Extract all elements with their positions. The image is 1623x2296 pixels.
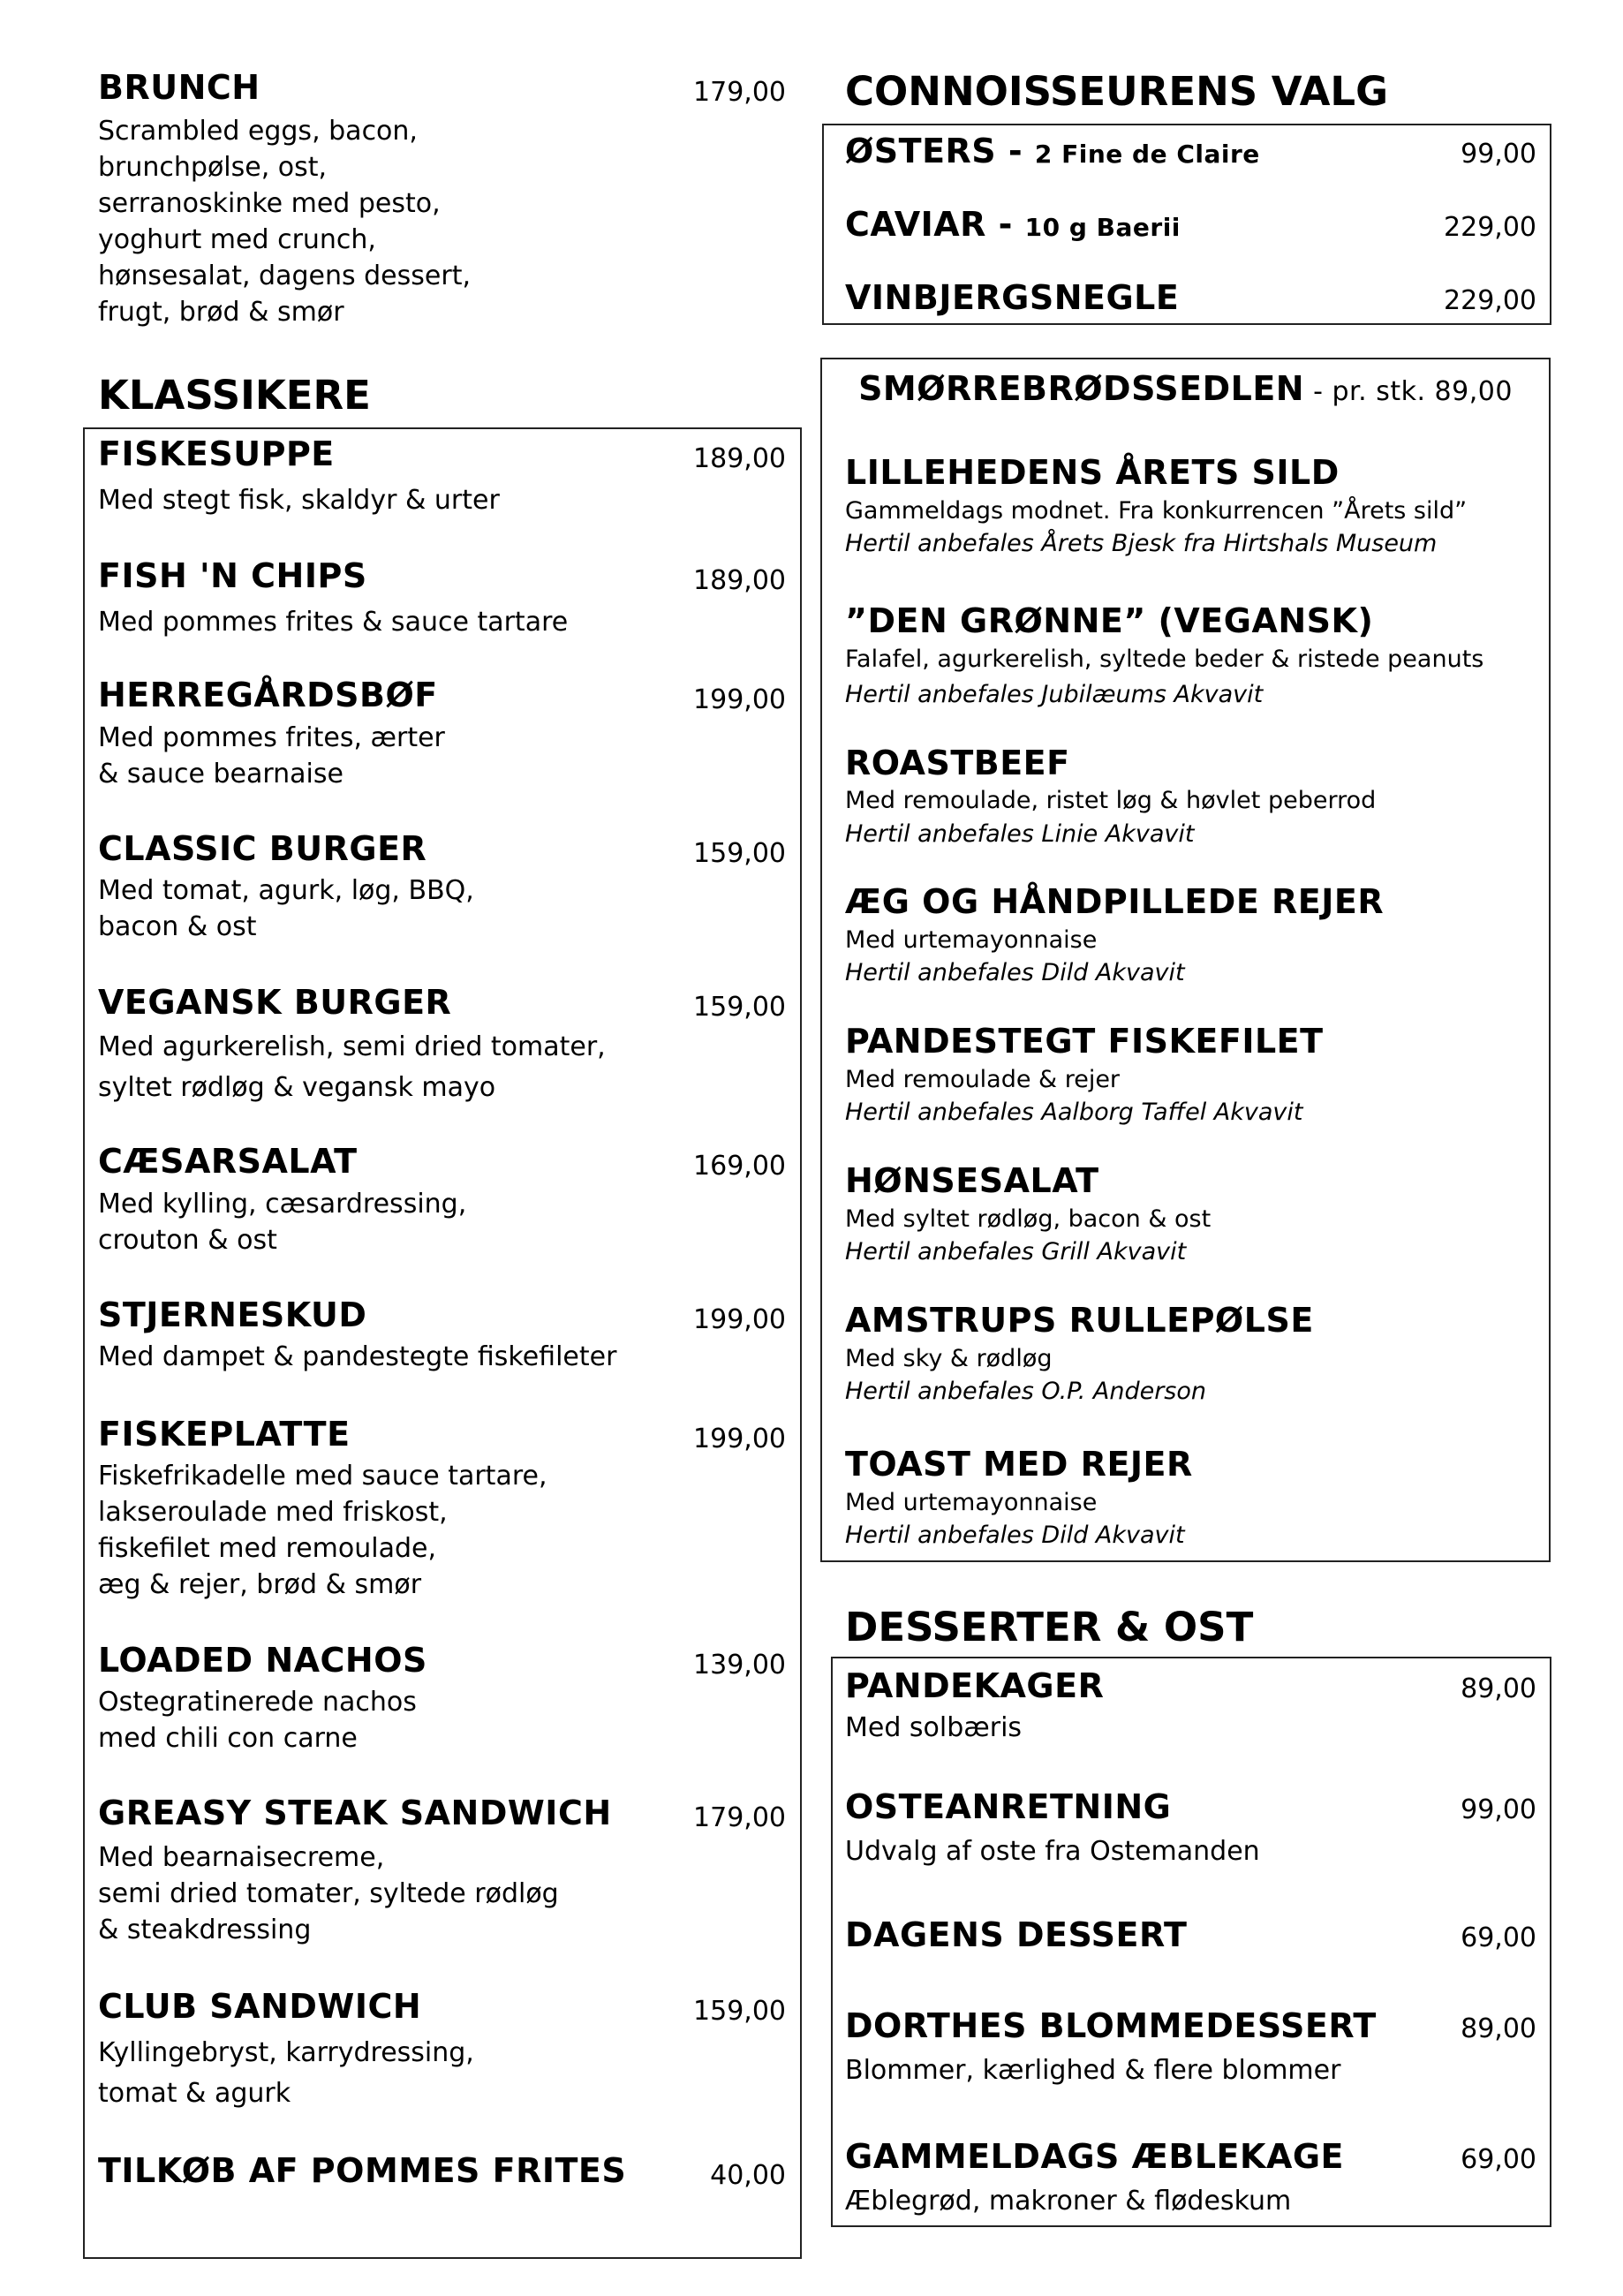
smorrebrod-item-recommendation: Hertil anbefales Aalborg Taffel Akvavit	[845, 1099, 1303, 1126]
menu-item-title: GREASY STEAK SANDWICH	[98, 1794, 612, 1832]
menu-item-title: CLUB SANDWICH	[98, 1987, 422, 2026]
smorrebrod-item-description: Med urtemayonnaise	[845, 926, 1098, 954]
smorrebrod-item-recommendation: Hertil anbefales O.P. Anderson	[845, 1378, 1207, 1405]
menu-item-price: 189,00	[693, 565, 786, 596]
smorrebrod-heading-text: SMØRREBRØDSSEDLEN	[858, 369, 1305, 408]
menu-item-description: Med pommes frites, ærter & sauce bearnaise	[98, 722, 445, 789]
smorrebrod-item-description: Med urtemayonnaise	[845, 1489, 1098, 1516]
dessert-item-price: 89,00	[1461, 2013, 1536, 2044]
dessert-item-price: 99,00	[1461, 1794, 1536, 1825]
menu-item-title: CLASSIC BURGER	[98, 829, 427, 868]
menu-item-title: VEGANSK BURGER	[98, 983, 452, 1022]
menu-item-title: FISKESUPPE	[98, 434, 335, 473]
dessert-item-price: 69,00	[1461, 1922, 1536, 1953]
smorrebrod-item-title: ROASTBEEF	[845, 744, 1070, 782]
smorrebrod-item-title: PANDESTEGT FISKEFILET	[845, 1022, 1324, 1061]
brunch-price: 179,00	[693, 77, 786, 108]
menu-item-title: FISKEPLATTE	[98, 1415, 351, 1454]
connoisseur-item-subtitle: 2 Fine de Claire	[1034, 140, 1260, 169]
menu-item-title: STJERNESKUD	[98, 1295, 367, 1334]
klassikere-heading: KLASSIKERE	[98, 372, 371, 419]
connoisseur-item-price: 99,00	[1461, 139, 1536, 170]
smorrebrod-item-description: Gammeldags modnet. Fra konkurrencen ”Årets sild”	[845, 497, 1468, 525]
smorrebrod-item-recommendation: Hertil anbefales Dild Akvavit	[845, 1522, 1185, 1549]
smorrebrod-heading	[820, 369, 1551, 412]
menu-item-description: Med dampet & pandestegte fiskefileter	[98, 1341, 617, 1372]
menu-item-price: 40,00	[710, 2160, 786, 2191]
menu-item-price: 179,00	[693, 1802, 786, 1833]
smorrebrod-item-description: Med syltet rødløg, bacon & ost	[845, 1205, 1212, 1233]
smorrebrod-price-note: - pr. stk. 89,00	[1304, 376, 1513, 407]
dessert-item-description: Udvalg af oste fra Ostemanden	[845, 1836, 1260, 1867]
menu-item-price: 159,00	[693, 838, 786, 869]
menu-item-title: TILKØB AF POMMES FRITES	[98, 2151, 627, 2190]
dessert-item-title: DAGENS DESSERT	[845, 1915, 1188, 1954]
smorrebrod-item-title: LILLEHEDENS ÅRETS SILD	[845, 453, 1340, 492]
dessert-item-description: Æblegrød, makroner & flødeskum	[845, 2186, 1292, 2217]
menu-item-price: 199,00	[693, 1304, 786, 1335]
menu-item-price: 139,00	[693, 1650, 786, 1680]
smorrebrod-item-title: HØNSESALAT	[845, 1161, 1099, 1200]
menu-item-price: 169,00	[693, 1151, 786, 1182]
dessert-item-price: 89,00	[1461, 1673, 1536, 1704]
brunch-description: Scrambled eggs, bacon, brunchpølse, ost, serranoskinke med pesto, yoghurt med crunch, hønsesalat, dagens dessert, frugt, brød & smør	[98, 116, 471, 328]
menu-item-title: HERREGÅRDSBØF	[98, 676, 438, 714]
smorrebrod-item-recommendation: Hertil anbefales Grill Akvavit	[845, 1238, 1187, 1265]
connoisseur-item-subtitle: 10 g Baerii	[1024, 213, 1181, 242]
smorrebrod-item-description: Falafel, agurkerelish, syltede beder & ristede peanuts	[845, 646, 1484, 673]
menu-item-title: LOADED NACHOS	[98, 1641, 427, 1680]
smorrebrod-item-recommendation: Hertil anbefales Jubilæums Akvavit	[845, 681, 1264, 708]
menu-item-price: 199,00	[693, 1424, 786, 1454]
dessert-item-title: DORTHES BLOMMEDESSERT	[845, 2006, 1377, 2045]
connoisseur-item-price: 229,00	[1444, 285, 1536, 316]
smorrebrod-item-description: Med remoulade, ristet løg & høvlet peberrod	[845, 787, 1377, 814]
dessert-item-price: 69,00	[1461, 2144, 1536, 2175]
menu-item-description: Fiskefrikadelle med sauce tartare, lakseroulade med friskost, fiskefilet med remoulade, æg & rejer, brød & smør	[98, 1461, 547, 1600]
smorrebrod-item-title: ÆG OG HÅNDPILLEDE REJER	[845, 882, 1385, 921]
smorrebrod-item-title: AMSTRUPS RULLEPØLSE	[845, 1301, 1314, 1340]
dessert-item-title: GAMMELDAGS ÆBLEKAGE	[845, 2137, 1345, 2176]
menu-item-description: Ostegratinerede nachos med chili con carne	[98, 1687, 417, 1754]
connoisseur-item-name: CAVIAR -	[845, 205, 1025, 244]
smorrebrod-item-title: TOAST MED REJER	[845, 1445, 1193, 1484]
menu-item-title: CÆSARSALAT	[98, 1142, 358, 1181]
menu-item-description: Med pommes frites & sauce tartare	[98, 607, 569, 638]
smorrebrod-item-title: ”DEN GRØNNE” (VEGANSK)	[845, 601, 1374, 640]
dessert-item-description: Med solbæris	[845, 1712, 1023, 1743]
connoisseur-item-price: 229,00	[1444, 212, 1536, 243]
menu-item-description: Med tomat, agurk, løg, BBQ, bacon & ost	[98, 875, 474, 942]
smorrebrod-item-recommendation: Hertil anbefales Dild Akvavit	[845, 959, 1185, 986]
menu-item-price: 189,00	[693, 443, 786, 474]
connoisseur-item-name: ØSTERS -	[845, 132, 1035, 170]
menu-item-description: Med agurkerelish, semi dried tomater, syltet rødløg & vegansk mayo	[98, 1031, 606, 1103]
brunch-title: BRUNCH	[98, 68, 260, 107]
desserter-heading: DESSERTER & OST	[845, 1604, 1254, 1650]
menu-item-description: Kyllingebryst, karrydressing, tomat & agurk	[98, 2037, 474, 2109]
menu-item-description: Med kylling, cæsardressing, crouton & ost	[98, 1189, 467, 1256]
menu-item-price: 159,00	[693, 1996, 786, 2027]
smorrebrod-item-recommendation: Hertil anbefales Årets Bjesk fra Hirtshals Museum	[845, 530, 1438, 557]
dessert-item-description: Blommer, kærlighed & flere blommer	[845, 2055, 1341, 2086]
menu-item-description: Med bearnaisecreme, semi dried tomater, syltede rødløg & steakdressing	[98, 1842, 559, 1945]
connoisseur-item-name: VINBJERGSNEGLE	[845, 278, 1180, 317]
connoisseur-heading: CONNOISSEURENS VALG	[845, 68, 1389, 115]
connoisseur-item-title	[845, 205, 1181, 247]
connoisseur-item-title	[845, 132, 1260, 174]
menu-item-price: 199,00	[693, 684, 786, 715]
dessert-item-title: OSTEANRETNING	[845, 1787, 1172, 1826]
menu-item-price: 159,00	[693, 992, 786, 1023]
connoisseur-item-title	[845, 278, 1179, 317]
smorrebrod-item-description: Med sky & rødløg	[845, 1345, 1053, 1372]
smorrebrod-item-description: Med remoulade & rejer	[845, 1066, 1121, 1093]
menu-item-title: FISH 'N CHIPS	[98, 556, 367, 595]
smorrebrod-item-recommendation: Hertil anbefales Linie Akvavit	[845, 820, 1195, 848]
dessert-item-title: PANDEKAGER	[845, 1666, 1105, 1705]
menu-item-description: Med stegt fisk, skaldyr & urter	[98, 485, 500, 516]
